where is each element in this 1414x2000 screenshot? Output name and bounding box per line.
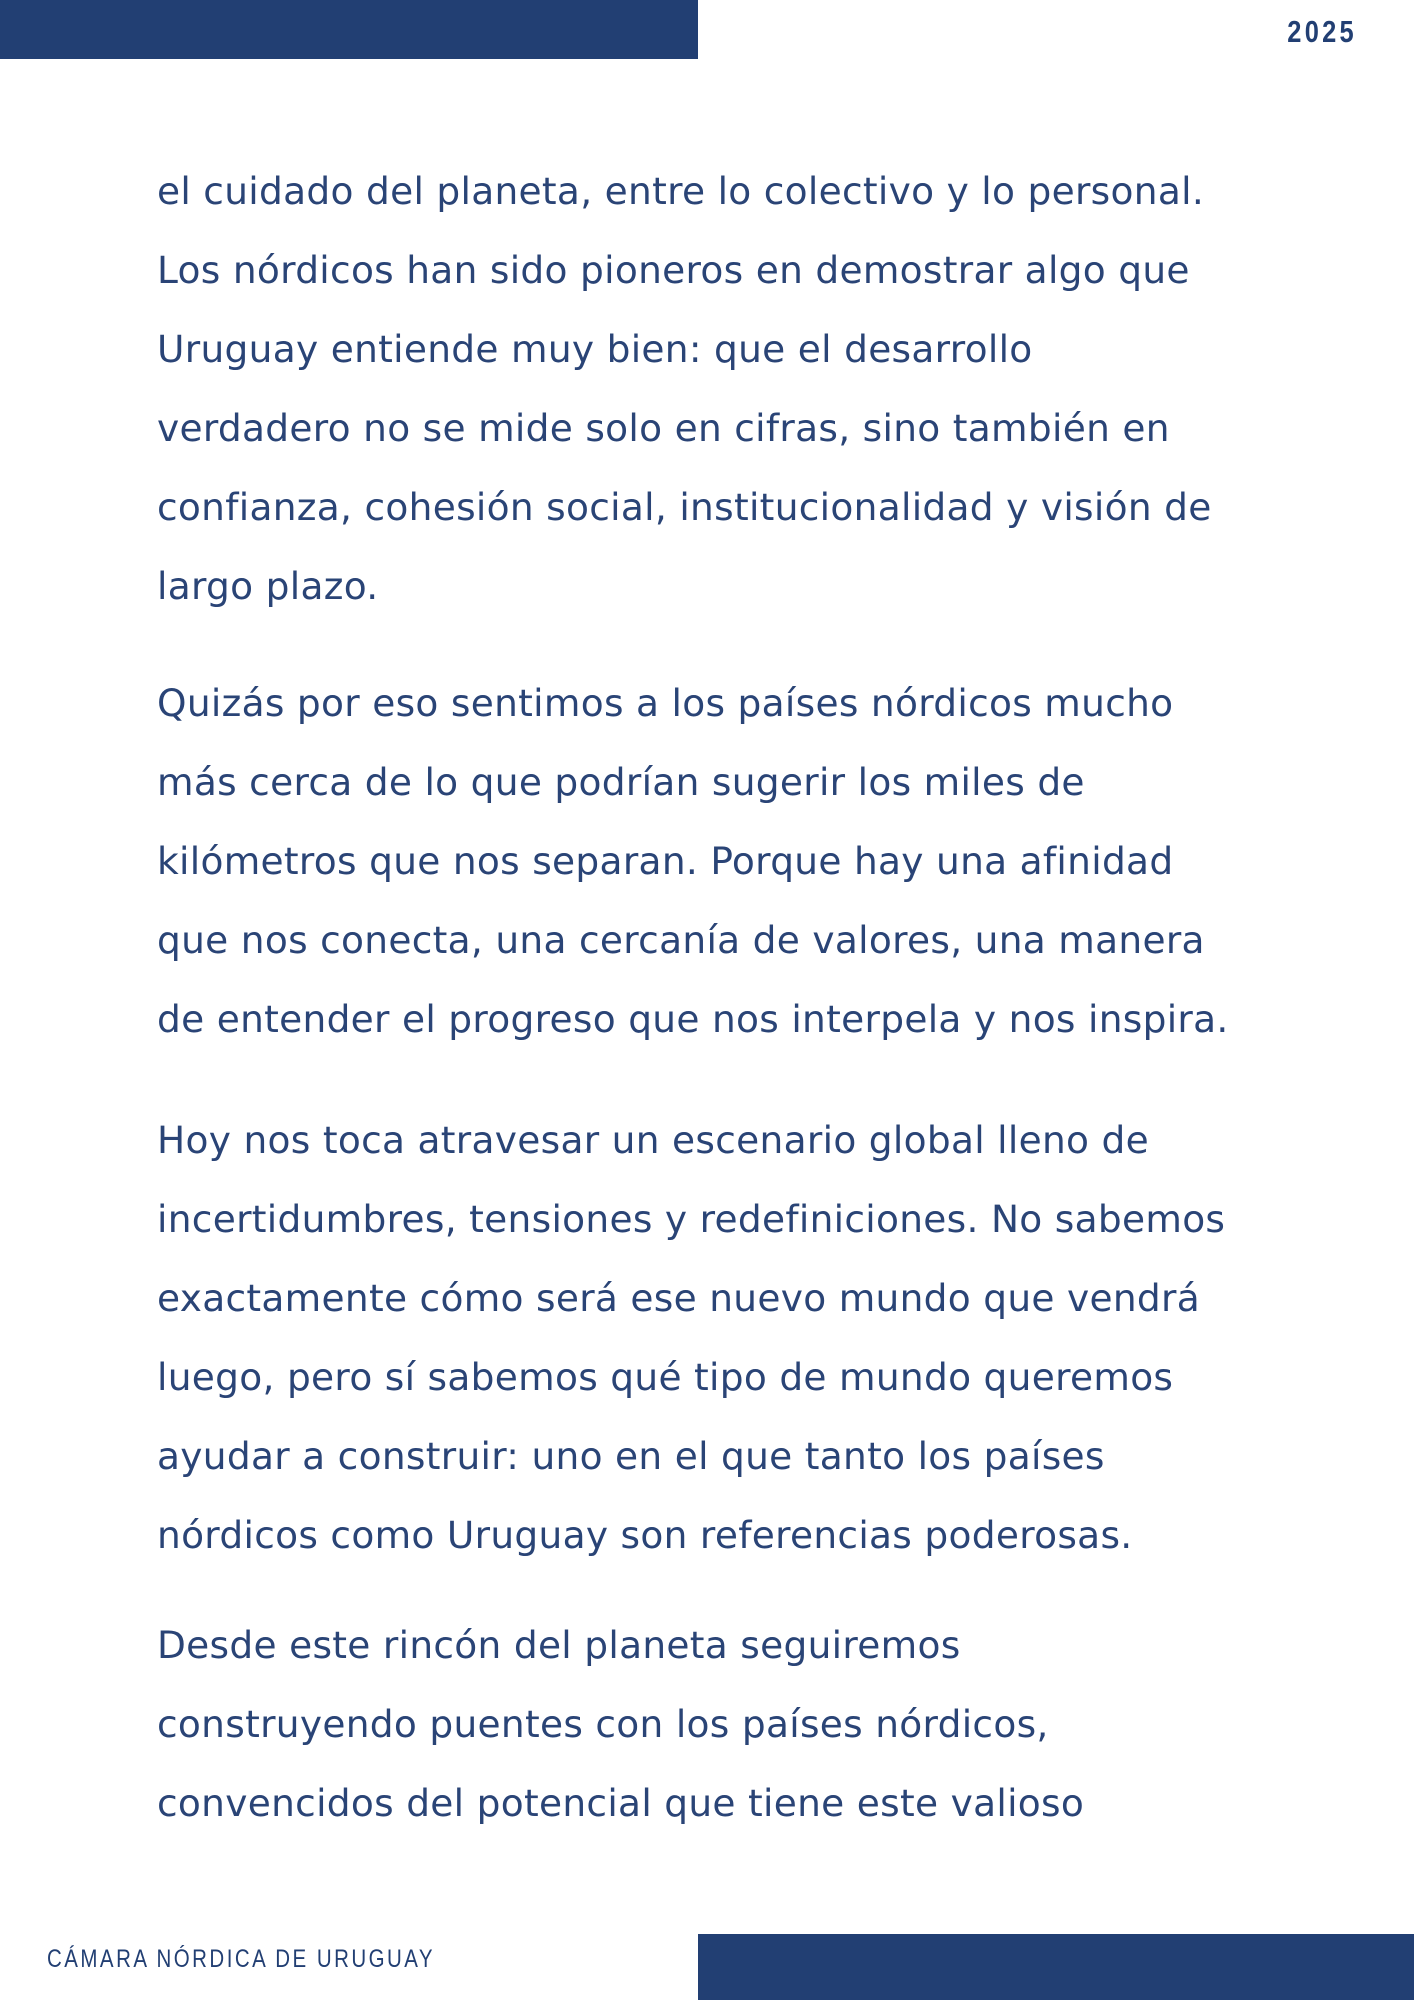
- paragraph-line: Hoy nos toca atravesar un escenario global lleno de: [157, 1118, 1149, 1162]
- article-body: [157, 152, 1287, 1881]
- footer-organization-name: CÁMARA NÓRDICA DE URUGUAY: [47, 1945, 436, 1973]
- paragraph-line: Desde este rincón del planeta seguiremos: [157, 1623, 961, 1667]
- paragraph-line: convencidos del potencial que tiene este valioso: [157, 1781, 1085, 1825]
- paragraph-line: Uruguay entiende muy bien: que el desarrollo: [157, 327, 1033, 371]
- paragraph-line: confianza, cohesión social, institucionalidad y visión de: [157, 485, 1212, 529]
- paragraph-1: [157, 152, 1287, 626]
- paragraph-line: construyendo puentes con los países nórdicos,: [157, 1702, 1049, 1746]
- paragraph-line: incertidumbres, tensiones y redefiniciones. No sabemos: [157, 1197, 1226, 1241]
- paragraph-line: kilómetros que nos separan. Porque hay una afinidad: [157, 839, 1174, 883]
- paragraph-line: largo plazo.: [157, 564, 379, 608]
- paragraph-line: ayudar a construir: uno en el que tanto los países: [157, 1434, 1105, 1478]
- footer-accent-bar: [698, 1934, 1414, 2000]
- page-year: 2025: [1287, 14, 1357, 49]
- paragraph-3: [157, 1101, 1287, 1575]
- header-accent-bar: [0, 0, 698, 59]
- paragraph-2: [157, 664, 1287, 1059]
- paragraph-line: Quizás por eso sentimos a los países nórdicos mucho: [157, 681, 1174, 725]
- paragraph-4: [157, 1606, 1287, 1843]
- paragraph-line: Los nórdicos han sido pioneros en demostrar algo que: [157, 248, 1190, 292]
- paragraph-line: exactamente cómo será ese nuevo mundo que vendrá: [157, 1276, 1201, 1320]
- paragraph-line: de entender el progreso que nos interpela y nos inspira.: [157, 997, 1229, 1041]
- paragraph-line: el cuidado del planeta, entre lo colectivo y lo personal.: [157, 169, 1205, 213]
- paragraph-line: luego, pero sí sabemos qué tipo de mundo queremos: [157, 1355, 1174, 1399]
- paragraph-line: verdadero no se mide solo en cifras, sino también en: [157, 406, 1170, 450]
- paragraph-line: nórdicos como Uruguay son referencias poderosas.: [157, 1513, 1133, 1557]
- paragraph-line: que nos conecta, una cercanía de valores, una manera: [157, 918, 1205, 962]
- paragraph-line: más cerca de lo que podrían sugerir los miles de: [157, 760, 1085, 804]
